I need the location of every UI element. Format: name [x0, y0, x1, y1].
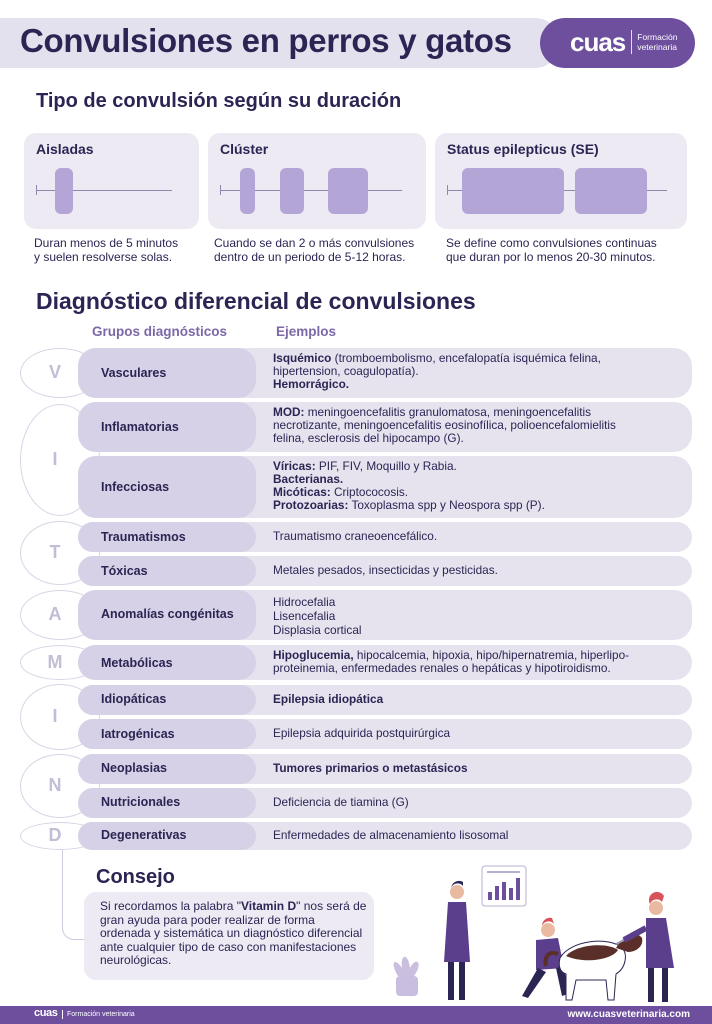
examples-iatrogenicas	[273, 727, 685, 740]
example-bold: Micóticas:	[273, 485, 331, 499]
example-bold: Hipoglucemia,	[273, 648, 354, 662]
example-text: Deficiencia de tiamina (G)	[273, 795, 409, 809]
example-text: hipocalcemia, hipoxia, hipo/hipernatremia, hiperlipo-	[353, 648, 630, 662]
tip-highlight: Vitamin D	[241, 899, 297, 913]
group-label-metabolicas: Metabólicas	[101, 656, 173, 670]
mnemonic-letter-i: I	[52, 449, 58, 469]
example-text: Criptococosis.	[330, 485, 409, 499]
duration-section-title: Tipo de convulsión según su duración	[36, 90, 402, 112]
example-text: Enfermedades de almacenamiento lisosomal	[273, 828, 509, 842]
card-desc-line: y suelen resolverse solas.	[34, 250, 173, 264]
chart-board-icon	[482, 866, 526, 906]
seizure-block	[575, 168, 647, 214]
example-text: PIF, FIV, Moquillo y Rabia.	[315, 459, 457, 473]
card-desc-line: Se define como convulsiones continuas	[446, 236, 657, 250]
card-title: Clúster	[220, 141, 269, 157]
examples-infecciosas	[273, 460, 685, 512]
cuas-logo	[570, 28, 677, 56]
example-text: Traumatismo craneoencefálico.	[273, 529, 438, 543]
card-desc-line: dentro de un periodo de 5-12 horas.	[214, 250, 406, 264]
example-text: Lisencefalia	[273, 609, 336, 623]
card-desc-cluster	[214, 236, 414, 264]
example-text: Epilepsia adquirida postquirúrgica	[273, 726, 451, 740]
group-label-anomalias: Anomalías congénitas	[101, 607, 234, 621]
seizure-block	[328, 168, 368, 214]
seizure-block	[462, 168, 564, 214]
card-title: Status epilepticus (SE)	[447, 141, 599, 157]
example-bold: Epilepsia idiopática	[273, 692, 384, 706]
mnemonic-letter-n: N	[48, 775, 62, 795]
example-text: Displasia cortical	[273, 623, 362, 637]
example-bold: MOD:	[273, 405, 305, 419]
tip-text-part: Si recordamos la palabra "	[100, 899, 241, 913]
example-bold: Tumores primarios o metastásicos	[273, 761, 468, 775]
group-label-inflamatorias: Inflamatorias	[101, 420, 179, 434]
group-label-idiopaticas: Idiopáticas	[101, 692, 167, 706]
example-text: (tromboembolismo, encefalopatía isquémica felina,	[331, 351, 601, 365]
card-cluster	[208, 133, 426, 229]
group-label-nutricionales: Nutricionales	[101, 795, 181, 809]
header-banner	[0, 18, 695, 68]
examples-idiopaticas	[273, 693, 685, 706]
column-header-groups: Grupos diagnósticos	[92, 324, 228, 339]
group-label-infecciosas: Infecciosas	[101, 480, 170, 494]
example-text: necrotizante, meningoencefalitis eosinofílica, polioencefalomielitis	[273, 418, 616, 432]
diagnosis-section-title: Diagnóstico diferencial de convulsiones	[36, 288, 476, 314]
group-label-traumatismos: Traumatismos	[101, 530, 186, 544]
seizure-block	[240, 168, 255, 214]
logo-wordmark: cuas	[570, 27, 626, 57]
examples-nutricionales	[273, 796, 685, 809]
examples-degenerativas	[273, 829, 685, 842]
example-text: Hidrocefalia	[273, 595, 336, 609]
card-desc-line: que duran por lo menos 20-30 minutos.	[446, 250, 656, 264]
seizure-block	[55, 168, 73, 214]
mnemonic-letter-t: T	[49, 542, 61, 562]
examples-inflamatorias	[273, 406, 685, 445]
vets-with-dog-illustration	[380, 858, 710, 1008]
examples-traumatismos	[273, 530, 685, 543]
example-text: Metales pesados, insecticidas y pesticidas.	[273, 563, 498, 577]
example-text: meningoencefalitis granulomatosa, meningoencefalitis	[304, 405, 592, 419]
group-label-vasculares: Vasculares	[101, 366, 167, 380]
card-title: Aisladas	[36, 141, 94, 157]
example-text: felina, esclerosis del hipocampo (G).	[273, 431, 464, 445]
examples-vasculares	[273, 352, 685, 391]
examples-neoplasias	[273, 762, 685, 775]
logo-subtitle-line-2: veterinaria	[637, 42, 677, 52]
group-label-iatrogenicas: Iatrogénicas	[101, 727, 175, 741]
example-bold: Víricas:	[273, 459, 316, 473]
card-desc-status-epilepticus	[446, 236, 657, 264]
vet-standing-figure	[444, 881, 470, 1000]
example-text: proteinemia, enfermedades renales o hepáticas y hipotiroidismo.	[273, 661, 611, 675]
mnemonic-letter-a: A	[48, 604, 62, 624]
plant-icon	[394, 957, 419, 996]
card-status-epilepticus	[435, 133, 687, 229]
column-header-examples: Ejemplos	[276, 324, 337, 339]
logo-subtitle	[637, 32, 677, 52]
mnemonic-letter-v: V	[48, 362, 61, 382]
mnemonic-letter-d: D	[48, 825, 62, 845]
page-title: Convulsiones en perros y gatos	[20, 22, 512, 59]
mnemonic-letter-i2: I	[52, 706, 58, 726]
logo-subtitle-line-1: Formación	[637, 32, 678, 42]
group-label-toxicas: Tóxicas	[101, 564, 148, 578]
example-text: hipertension, coagulopatía).	[273, 364, 419, 378]
footer-logo-subtitle: Formación veterinaria	[62, 1010, 135, 1019]
card-desc-line: Cuando se dan 2 o más convulsiones	[214, 236, 415, 250]
example-text: Toxoplasma spp y Neospora spp (P).	[348, 498, 545, 512]
tip-text-part: " nos será de gran ayuda para poder realizar de forma ordenada y sistemática un diagnóstico diferencial ante cualquier tipo de caso con manifestaciones neurológicas.	[100, 899, 367, 967]
footer-website-link[interactable]: www.cuasveterinaria.com	[567, 1009, 690, 1020]
example-bold: Protozoarias:	[273, 498, 349, 512]
dog-figure	[546, 934, 643, 1000]
example-bold: Isquémico	[273, 351, 332, 365]
card-aisladas	[24, 133, 199, 229]
footer-logo: cuas	[34, 1007, 58, 1019]
card-desc-aisladas	[34, 236, 178, 264]
logo-divider	[631, 30, 632, 54]
mnemonic-letter-m: M	[47, 652, 63, 672]
card-desc-line: Duran menos de 5 minutos	[34, 236, 179, 250]
examples-metabolicas	[273, 649, 685, 675]
examples-anomalias	[273, 595, 685, 637]
examples-toxicas	[273, 564, 685, 577]
example-bold: Bacterianas.	[273, 472, 344, 486]
group-label-degenerativas: Degenerativas	[101, 828, 187, 842]
example-bold: Hemorrágico.	[273, 377, 350, 391]
tip-title: Consejo	[96, 866, 175, 888]
tip-text	[100, 900, 368, 968]
seizure-block	[280, 168, 304, 214]
group-label-neoplasias: Neoplasias	[101, 761, 168, 775]
